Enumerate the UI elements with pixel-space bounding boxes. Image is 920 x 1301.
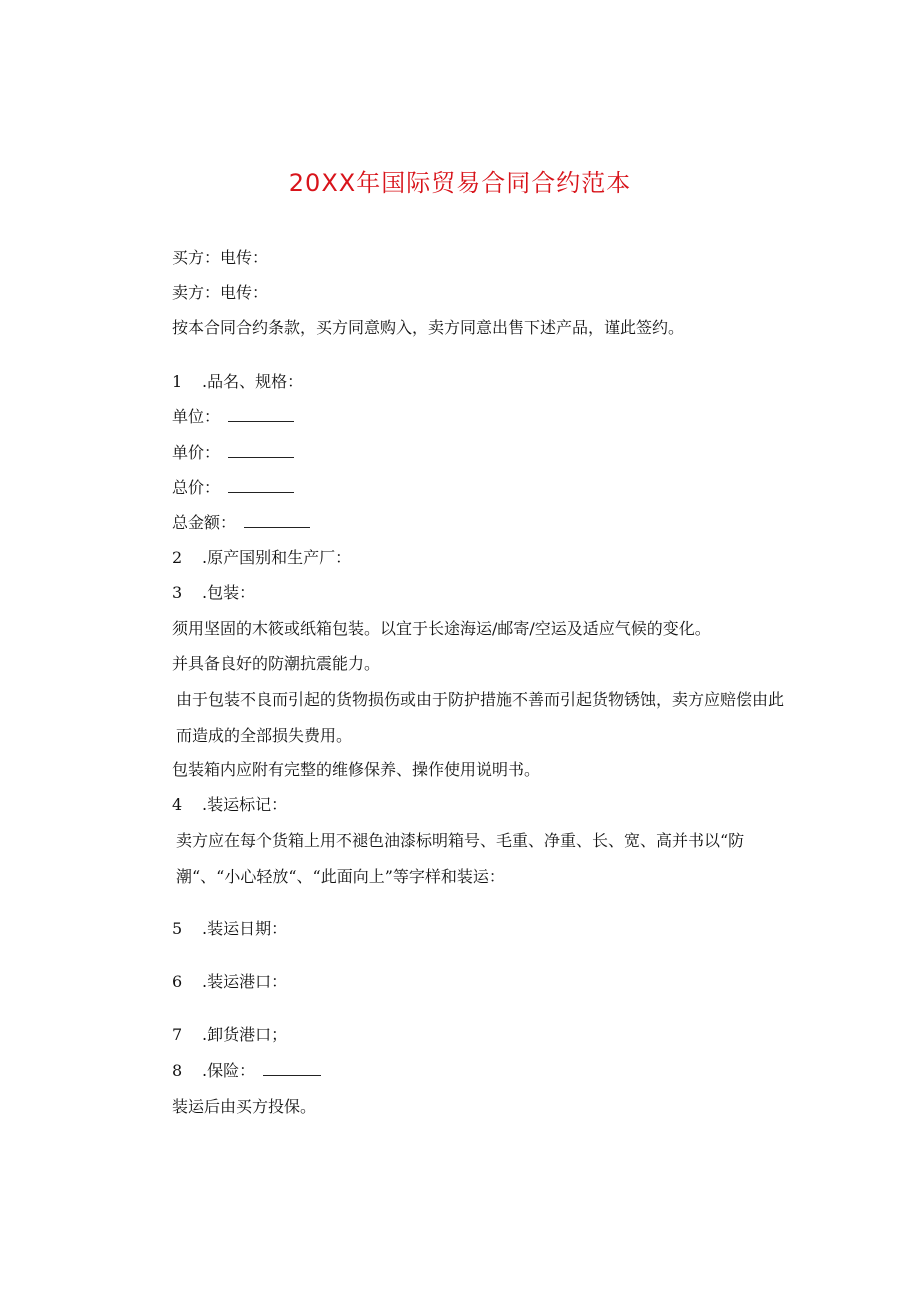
clause-number: 3 (172, 583, 183, 602)
total-amount-blank (244, 513, 310, 528)
intro-paragraph: 按本合同合约条款，买方同意购入，卖方同意出售下述产品，谨此签约。 (172, 318, 685, 337)
insurance-blank (263, 1061, 321, 1076)
clause-7 (172, 1023, 287, 1047)
clause-label: .保险： (202, 1061, 256, 1080)
packing-paragraph-4: 包装箱内应附有完整的维修保养、操作使用说明书。 (172, 760, 541, 779)
buyer-line: 买方：电传： (172, 248, 269, 267)
packing-paragraph-3: 由于包装不良而引起的货物损伤或由于防护措施不善而引起货物锈蚀，卖方应赔偿由此而造成的全部损失费用。 (176, 690, 785, 745)
clause-number: 1 (172, 372, 183, 391)
unit-label: 单位： (172, 407, 221, 426)
clause-label: .原产国别和生产厂： (202, 548, 352, 567)
clause-label: .装运港口： (202, 972, 288, 991)
total-amount-label: 总金额： (172, 513, 237, 532)
clause-number: 8 (172, 1061, 183, 1080)
clause-label: .包装： (202, 583, 256, 602)
clause-label: .卸货港口； (202, 1025, 288, 1044)
clause-4 (172, 793, 287, 817)
total-price-line (172, 476, 294, 500)
unit-price-label: 单价： (172, 443, 221, 462)
insurance-note: 装运后由买方投保。 (172, 1097, 317, 1116)
unit-price-line (172, 441, 294, 465)
packing-paragraph-2: 并具备良好的防潮抗震能力。 (172, 654, 381, 673)
clause-label: .品名、规格： (202, 372, 304, 391)
clause-number: 2 (172, 548, 183, 567)
clause-1 (172, 370, 303, 394)
unit-blank (228, 407, 294, 422)
clause-number: 4 (172, 795, 183, 814)
clause-8 (172, 1059, 321, 1083)
unit-line (172, 405, 294, 429)
total-amount-line (172, 511, 310, 535)
marking-paragraph: 卖方应在每个货箱上用不褪色油漆标明箱号、毛重、净重、长、宽、高并书以“防潮“、“小心轻放“、“此面向上”等字样和装运： (176, 831, 745, 886)
clause-6 (172, 970, 287, 994)
total-price-label: 总价： (172, 478, 221, 497)
clause-label: .装运日期： (202, 919, 288, 938)
clause-label: .装运标记： (202, 795, 288, 814)
clause-3 (172, 581, 255, 605)
seller-line: 卖方：电传： (172, 283, 269, 302)
unit-price-blank (228, 443, 294, 458)
document-title: 20XX年国际贸易合同合约范本 (288, 169, 632, 197)
packing-paragraph-1: 须用坚固的木筱或纸箱包装。以宜于长途海运/邮寄/空运及适应气候的变化。 (172, 619, 711, 638)
clause-number: 5 (172, 919, 183, 938)
clause-number: 6 (172, 972, 183, 991)
total-price-blank (228, 478, 294, 493)
clause-5 (172, 917, 287, 941)
clause-2 (172, 546, 351, 570)
clause-number: 7 (172, 1025, 183, 1044)
